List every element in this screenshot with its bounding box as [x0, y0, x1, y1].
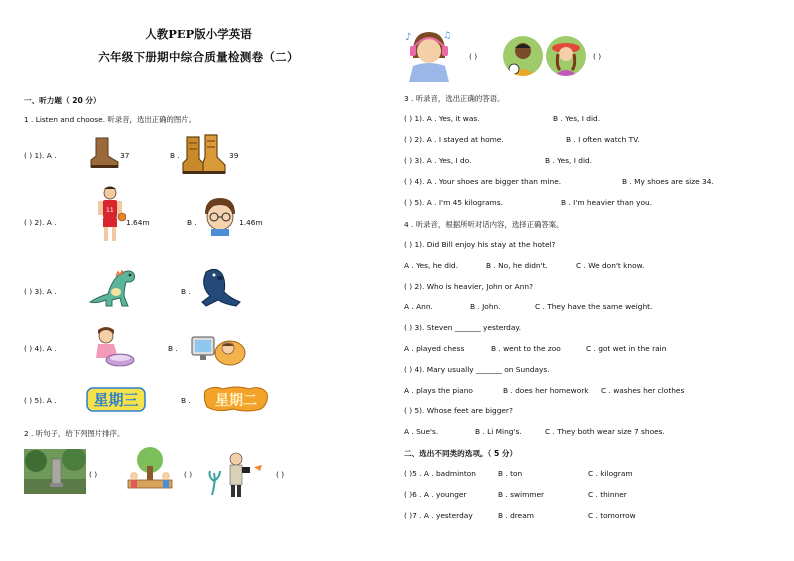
q4-item-2-a: A . Ann. — [404, 302, 433, 311]
seal-image — [196, 266, 242, 310]
q3-item-1-b: B . Yes, I did. — [553, 114, 601, 123]
part2-item-5-c: C . kilogram — [588, 469, 633, 478]
page-subtitle: 六年级下册期中综合质量检测卷（二） — [98, 50, 299, 64]
q4-item-2-c: C . They have the same weight. — [535, 302, 653, 311]
q4-item-1-question: ( ) 1). Did Bill enjoy his stay at the hotel? — [404, 240, 556, 249]
boy-watching-tv-image — [190, 333, 246, 367]
q2-blank-1: ( ) — [89, 470, 98, 479]
part2-item-6: ( )6 . A . younger — [404, 490, 467, 499]
q1-item-1-a-label: 37 — [120, 151, 130, 160]
svg-text:♫: ♫ — [443, 31, 452, 41]
q1-item-2-b-label: 1.46m — [239, 218, 263, 227]
girl-washing-clothes-image — [90, 326, 136, 370]
tall-basketball-boy-image — [94, 185, 126, 245]
svg-text:11: 11 — [106, 207, 114, 214]
wednesday-sign-text: 星期三 — [93, 391, 139, 409]
q3-item-3-b: B . Yes, I did. — [545, 156, 593, 165]
q3-item-5: ( ) 5). A . I'm 45 kilograms. — [404, 198, 503, 207]
page-title: 人教PEP版小学英语 — [145, 27, 252, 41]
q1-item-4-prefix: ( ) 4). A . — [24, 344, 57, 353]
q3-item-5-b: B . I'm heavier than you. — [561, 198, 653, 207]
part2-item-6-b: B . swimmer — [498, 490, 545, 499]
q4-item-1-c: C . We don't know. — [576, 261, 645, 270]
q4-item-5-c: C . They both wear size 7 shoes. — [545, 427, 665, 436]
man-taking-photo-image — [208, 451, 266, 499]
part2-item-5: ( )5 . A . badminton — [404, 469, 476, 478]
part2-item-7: ( )7 . A . yesterday — [404, 511, 473, 520]
brown-shoe-image — [88, 136, 120, 170]
q1-item-2-b: B . — [187, 218, 197, 227]
q2-blank-2: ( ) — [184, 470, 193, 479]
q4-item-3-c: C . got wet in the rain — [586, 344, 667, 353]
q4-item-5-a: A . Sue's. — [404, 427, 439, 436]
q4-item-3-b: B . went to the zoo — [491, 344, 561, 353]
top-blank-2: ( ) — [593, 52, 602, 61]
q1-item-2-prefix: ( ) 2). A . — [24, 218, 57, 227]
q4-item-2-question: ( ) 2). Who is heavier, John or Ann? — [404, 282, 534, 291]
q1-title: 1 . Listen and choose. 听录音，选出正确的图片。 — [24, 115, 197, 124]
top-blank-1: ( ) — [469, 52, 478, 61]
wednesday-sign-image — [86, 386, 146, 413]
part1-title: 一、听力题（ 20 分） — [24, 96, 101, 105]
q1-item-5-prefix: ( ) 5). A . — [24, 396, 57, 405]
q1-item-1-prefix: ( ) 1). A . — [24, 151, 57, 160]
q3-item-2: ( ) 2). A . I stayed at home. — [404, 135, 504, 144]
q3-title: 3 . 听录音，选出正确的答语。 — [404, 94, 505, 103]
q3-item-1: ( ) 1). A . Yes, it was. — [404, 114, 480, 123]
q3-item-4: ( ) 4). A . Your shoes are bigger than mine. — [404, 177, 562, 186]
q3-item-4-b: B . My shoes are size 34. — [622, 177, 714, 186]
q4-item-3-a: A . played chess — [404, 344, 465, 353]
dinosaur-image — [86, 266, 142, 310]
part2-title: 二、选出不同类的选项。（ 5 分） — [404, 449, 518, 458]
q3-item-3: ( ) 3). A . Yes, I do. — [404, 156, 472, 165]
q1-item-5-b: B . — [181, 396, 191, 405]
boy-with-football-image — [503, 36, 543, 76]
q4-item-4-c: C . washes her clothes — [601, 386, 685, 395]
q1-item-1-b: B . — [170, 151, 180, 160]
q4-item-3-question: ( ) 3). Steven _______ yesterday. — [404, 323, 522, 332]
girl-with-headphones-image — [403, 26, 455, 84]
q1-item-2-a-label: 1.64m — [126, 218, 150, 227]
svg-text:♪: ♪ — [405, 32, 412, 43]
q4-item-2-b: B . John. — [470, 302, 501, 311]
q4-item-4-a: A . plays the piano — [404, 386, 473, 395]
girl-with-hat-image — [546, 36, 586, 76]
q1-item-3-b: B . — [181, 287, 191, 296]
part2-item-7-c: C . tomorrow — [588, 511, 636, 520]
boots-image — [181, 133, 227, 177]
kids-picnic-image — [120, 446, 180, 494]
part2-item-5-b: B . ton — [498, 469, 523, 478]
boy-with-glasses-image — [201, 196, 239, 236]
q4-title: 4 . 听录音，根据所听对话内容，选择正确答案。 — [404, 220, 564, 229]
q1-item-1-b-label: 39 — [229, 151, 239, 160]
q2-blank-3: ( ) — [276, 470, 285, 479]
part2-item-7-b: B . dream — [498, 511, 534, 520]
part2-item-6-c: C . thinner — [588, 490, 627, 499]
q3-item-2-b: B . I often watch TV. — [566, 135, 640, 144]
q4-item-1-b: B . No, he didn't. — [486, 261, 548, 270]
q1-item-4-b: B . — [168, 344, 178, 353]
q4-item-5-question: ( ) 5). Whose feet are bigger? — [404, 406, 513, 415]
park-photo-image — [24, 449, 86, 494]
q4-item-4-question: ( ) 4). Mary usually _______ on Sundays. — [404, 365, 550, 374]
tuesday-sign-text: 星期二 — [215, 393, 257, 409]
q4-item-4-b: B . does her homework — [503, 386, 589, 395]
q2-title: 2 . 听句子，给下列图片排序。 — [24, 429, 125, 438]
q1-item-3-prefix: ( ) 3). A . — [24, 287, 57, 296]
tuesday-sign-image — [203, 385, 269, 413]
q4-item-5-b: B . Li Ming's. — [475, 427, 522, 436]
q4-item-1-a: A . Yes, he did. — [404, 261, 459, 270]
